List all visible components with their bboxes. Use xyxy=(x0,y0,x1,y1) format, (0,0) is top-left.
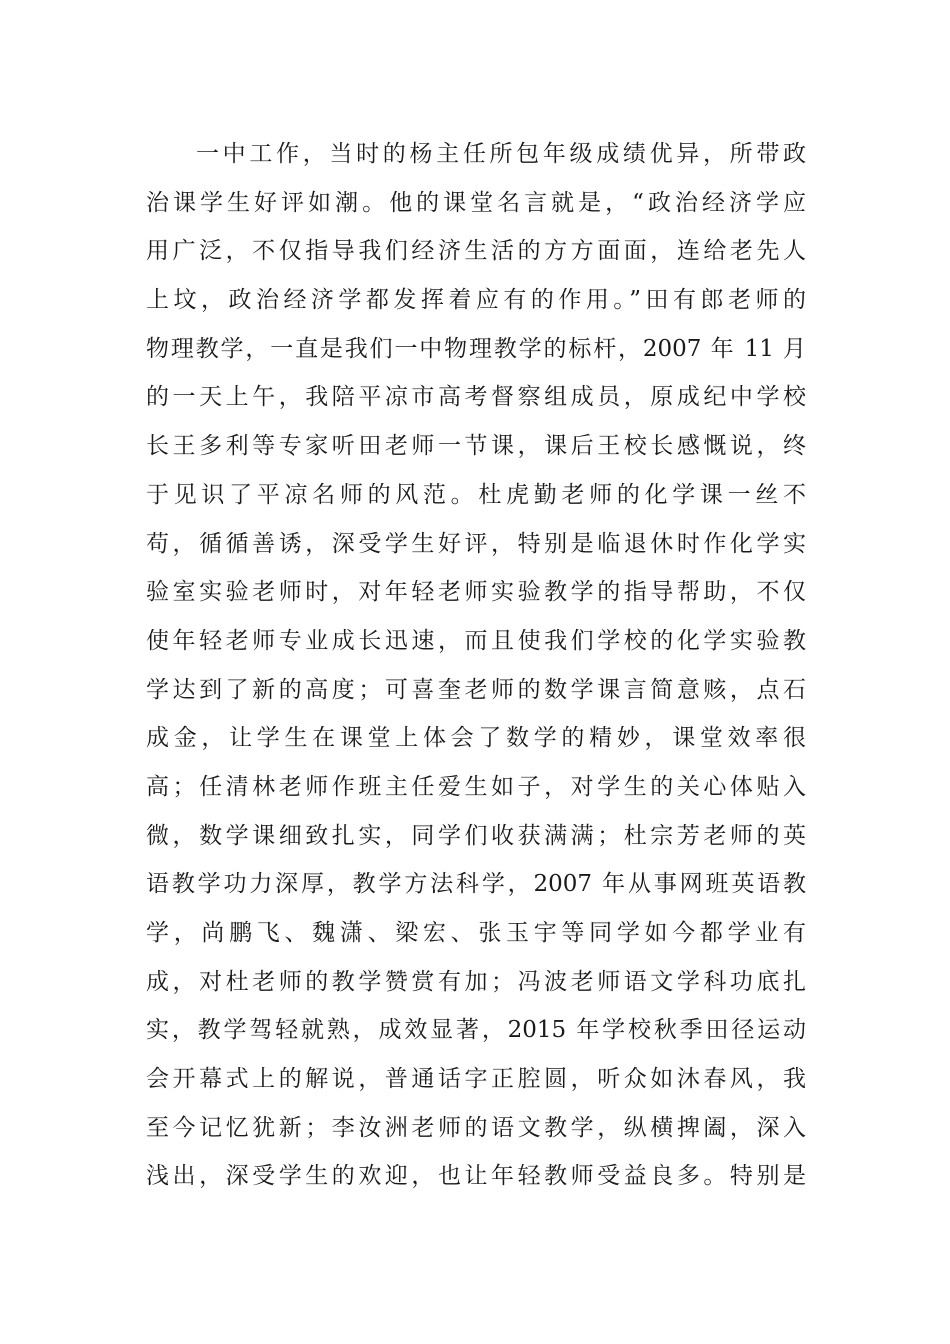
text-line: 于见识了平凉名师的风范。杜虎勤老师的化学课一丝不 xyxy=(146,481,806,508)
text-line: 会开幕式上的解说，普通话字正腔圆，听众如沐春风，我 xyxy=(146,1066,806,1093)
text-line: 的一天上午，我陪平凉市高考督察组成员，原成纪中学校 xyxy=(146,384,806,411)
text-line: 物理教学，一直是我们一中物理教学的标杆，2007 年 11 月 xyxy=(146,335,806,362)
text-line: 长王多利等专家听田老师一节课，课后王校长感慨说，终 xyxy=(146,433,806,460)
text-line: 成金，让学生在课堂上体会了数学的精妙，课堂效率很 xyxy=(146,725,806,752)
text-line: 上坟，政治经济学都发挥着应有的作用。”田有郎老师的 xyxy=(146,287,806,314)
text-line: 治课学生好评如潮。他的课堂名言就是，“政治经济学应 xyxy=(146,189,806,216)
body-paragraph xyxy=(146,130,806,1201)
text-line: 微，数学课细致扎实，同学们收获满满；杜宗芳老师的英 xyxy=(146,822,806,849)
text-line: 苟，循循善诱，深受学生好评，特别是临退休时作化学实 xyxy=(146,530,806,557)
text-line: 成，对杜老师的教学赞赏有加；冯波老师语文学科功底扎 xyxy=(146,968,806,995)
text-line: 语教学功力深厚，教学方法科学，2007 年从事网班英语教 xyxy=(146,871,806,898)
text-line: 实，教学驾轻就熟，成效显著，2015 年学校秋季田径运动 xyxy=(146,1017,806,1044)
text-line: 验室实验老师时，对年轻老师实验教学的指导帮助，不仅 xyxy=(146,579,806,606)
text-line: 高；任清林老师作班主任爱生如子，对学生的关心体贴入 xyxy=(146,773,806,800)
text-line: 学，尚鹏飞、魏潇、梁宏、张玉宇等同学如今都学业有 xyxy=(146,920,806,946)
text-line: 至今记忆犹新；李汝洲老师的语文教学，纵横捭阖，深入 xyxy=(146,1114,806,1141)
text-line: 学达到了新的高度；可喜奎老师的数学课言简意赅，点石 xyxy=(146,676,806,703)
text-line: 使年轻老师专业成长迅速，而且使我们学校的化学实验教 xyxy=(146,627,806,654)
text-line: 用广泛，不仅指导我们经济生活的方方面面，连给老先人 xyxy=(146,238,806,265)
text-line: 浅出，深受学生的欢迎，也让年轻教师受益良多。特别是 xyxy=(146,1163,806,1190)
text-line: 一中工作，当时的杨主任所包年级成绩优异，所带政 xyxy=(196,141,806,167)
